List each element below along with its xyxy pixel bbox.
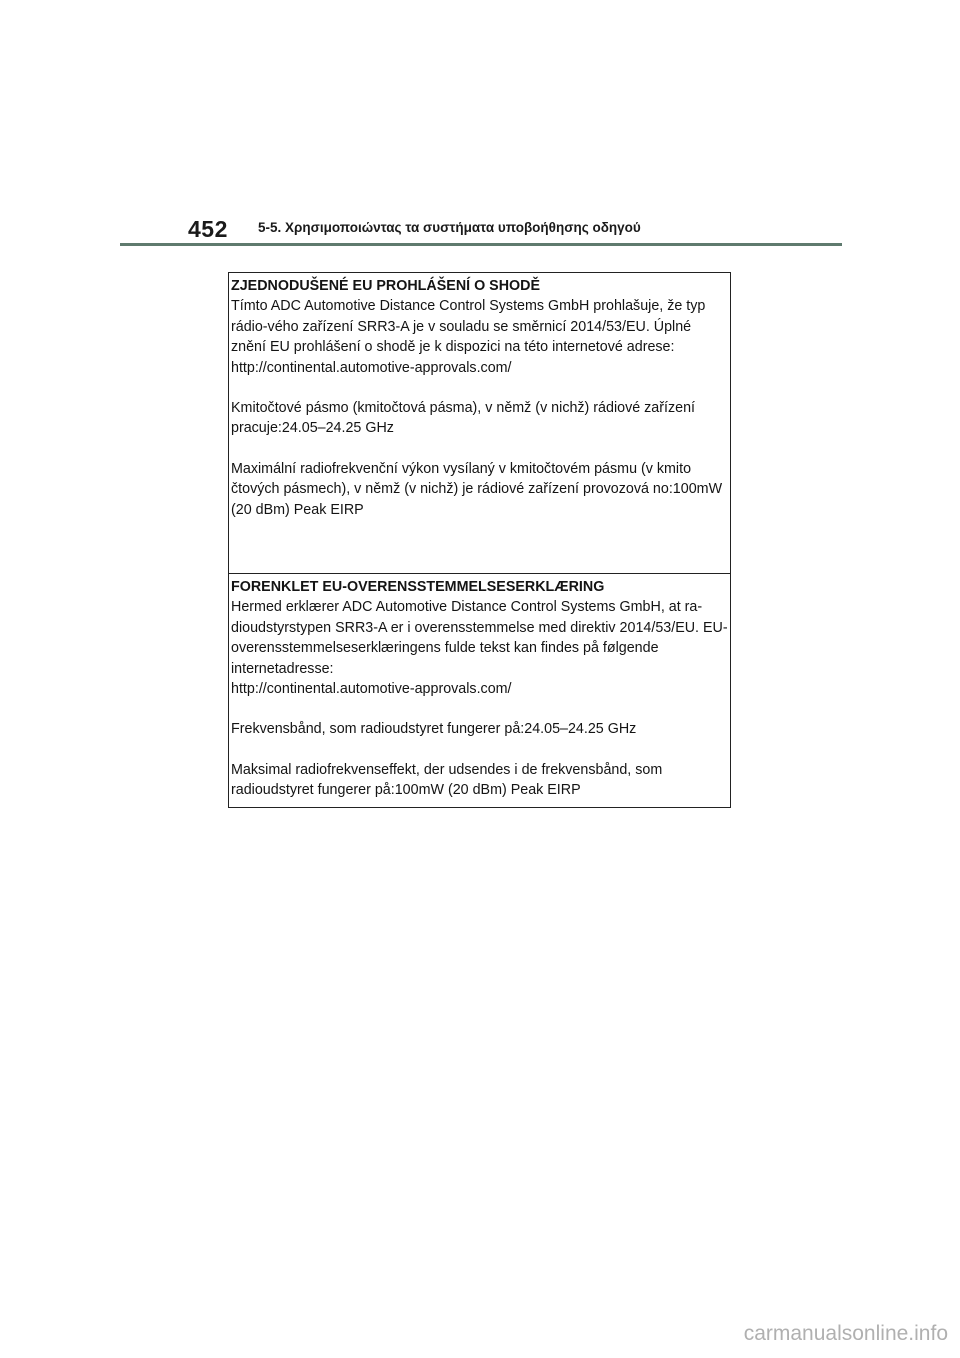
czech-declaration-intro: Tímto ADC Automotive Distance Control Systems GmbH prohlašuje, že typ rádio-vého zařízení SRR3-A je v souladu se směrnicí 2014/53/EU. Úplné znění EU prohlášení o shodě je k dispozici na této internetové adrese: bbox=[231, 298, 706, 356]
site-watermark: carmanualsonline.info bbox=[743, 1322, 948, 1345]
page-header bbox=[120, 212, 842, 248]
czech-declaration-url: http://continental.automotive-approvals.com/ bbox=[231, 359, 512, 376]
header-divider bbox=[120, 243, 842, 246]
danish-declaration-heading: FORENKLET EU-OVERENSSTEMMELSESERKLÆRING bbox=[231, 579, 605, 595]
danish-declaration bbox=[229, 574, 730, 807]
section-title: 5-5. Χρησιμοποιώντας τα συστήματα υποβοήθησης οδηγού bbox=[258, 220, 641, 235]
danish-declaration-url: http://continental.automotive-approvals.com/ bbox=[231, 681, 512, 698]
danish-declaration-intro: Hermed erklærer ADC Automotive Distance Control Systems GmbH, at ra-dioudstyrstypen SRR3-A er i overensstemmelse med direktiv 2014/53/EU. EU-overensstemmelseserklæringens fulde tekst kan findes på følgende internetadresse: bbox=[231, 599, 728, 677]
danish-declaration-frequency: Frekvensbånd, som radioudstyret fungerer på:24.05–24.25 GHz bbox=[231, 721, 637, 738]
czech-declaration-frequency: Kmitočtové pásmo (kmitočtová pásma), v němž (v nichž) rádiové zařízení pracuje:24.05–24.25 GHz bbox=[231, 400, 696, 437]
czech-declaration bbox=[229, 273, 730, 574]
czech-declaration-heading: ZJEDNODUŠENÉ EU PROHLÁŠENÍ O SHODĚ bbox=[231, 278, 541, 294]
danish-declaration-power: Maksimal radiofrekvenseffekt, der udsendes i de frekvensbånd, som radioudstyret fungerer på:100mW (20 dBm) Peak EIRP bbox=[231, 761, 663, 799]
page-number: 452 bbox=[188, 216, 228, 242]
declaration-table bbox=[228, 272, 731, 808]
czech-declaration-power: Maximální radiofrekvenční výkon vysílaný v kmitočtovém pásmu (v kmito čtových pásmech), v němž (v nichž) je rádiové zařízení provozová no:100mW (20 dBm) Peak EIRP bbox=[231, 460, 723, 518]
